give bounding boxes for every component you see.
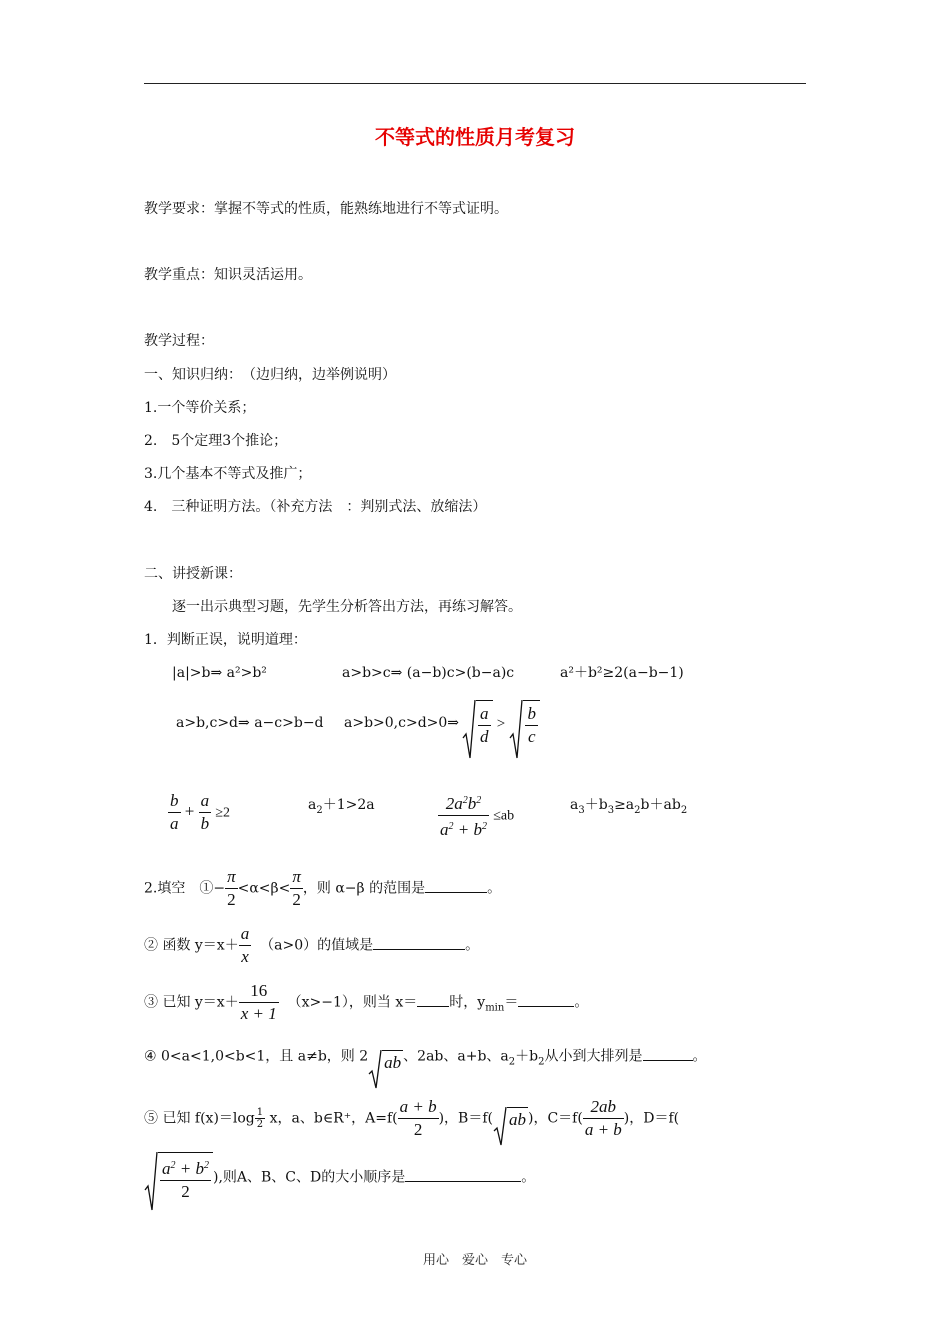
answer-blank[interactable] — [425, 878, 487, 893]
question-6: ⑤ 已知 f(x)＝log $\frac{1}{2}$ x，a、b∈R⁺，A=f( $\frac{a + b}{2}$ )，B＝f( ab )，C＝f( $\frac{2ab}{a + b}$ )，D＝f( — [144, 1096, 679, 1141]
question-1-label: 1．判断正误，说明道理： — [144, 632, 307, 648]
page-title: 不等式的性质月考复习 — [375, 125, 575, 149]
statement: a²＋b²≥2(a−b−1) — [560, 665, 684, 681]
section1-item: 3.几个基本不等式及推广； — [144, 466, 312, 482]
teaching-requirements: 教学要求：掌握不等式的性质，能熟练地进行不等式证明。 — [144, 201, 508, 217]
answer-blank[interactable] — [518, 992, 574, 1007]
question-6-continued: $\frac{a^2 + b^2}{2}$ ),则A、B、C、D的大小顺序是 。 — [144, 1152, 535, 1203]
statement: $a_3+b_3\ge a_2b+ab_2$ — [570, 797, 688, 816]
page-footer: 用心 爱心 专心 — [422, 1253, 527, 1268]
answer-blank[interactable] — [643, 1046, 693, 1061]
section1-heading: 一、知识归纳： （边归纳，边举例说明） — [144, 367, 396, 383]
question-5: ④ 0<a<1,0<b<1，且 a≠b，则 2 ab 、2ab、a+b、$a_2+b_2$从小到大排列是 。 — [144, 1040, 707, 1073]
statement: |a|>b⇒ a²>b² — [172, 665, 267, 681]
section1-item: 1.一个等价关系； — [144, 400, 256, 416]
statement: a>b>0,c>d>0⇒ — [344, 715, 460, 731]
statement: a>b,c>d⇒ a−c>b−d — [176, 715, 324, 731]
teaching-keypoints: 教学重点：知识灵活运用。 — [144, 267, 312, 283]
sqrt-expression: $\frac{a}{d}$ > $\frac{b}{c}$ — [462, 700, 540, 748]
question-3: ② 函数 y＝x＋ $\frac{a}{x}$ （a>0）的值域是 。 — [144, 924, 480, 966]
question-4: ③ 已知 y＝x＋ $\frac{16}{x + 1}$ （x>−1），则当 x＝ 时，$y_{min}=$ 。 — [144, 981, 589, 1023]
teaching-process: 教学过程： — [144, 333, 214, 349]
fraction-expression: $\frac{2a^2b^2}{a^2 + b^2}$ ≤ab — [440, 794, 515, 839]
answer-blank[interactable] — [373, 935, 465, 950]
section2-heading: 二、讲授新课： — [144, 566, 242, 582]
section1-item: 4. 三种证明方法。（补充方法 ：判别式法、放缩法） — [144, 499, 487, 515]
section1-item: 2. 5个定理3个推论； — [144, 433, 288, 449]
answer-blank[interactable] — [417, 992, 449, 1007]
section2-intro: 逐一出示典型习题，先学生分析答出方法，再练习解答。 — [172, 599, 522, 615]
answer-blank[interactable] — [405, 1167, 521, 1182]
statement: a>b>c⇒ (a−b)c>(b−a)c — [342, 665, 515, 681]
question-2: 2.填空 ①− $\frac{\pi}{2}$ <α<β< $\frac{\pi}{2}$ ，则 α−β 的范围是 。 — [144, 867, 502, 909]
statement: $a_2+1>2a$ — [308, 797, 375, 816]
fraction-expression: $\frac{b}{a}$ + $\frac{a}{b}$ ≥2 — [170, 791, 231, 833]
header-rule — [144, 83, 806, 84]
